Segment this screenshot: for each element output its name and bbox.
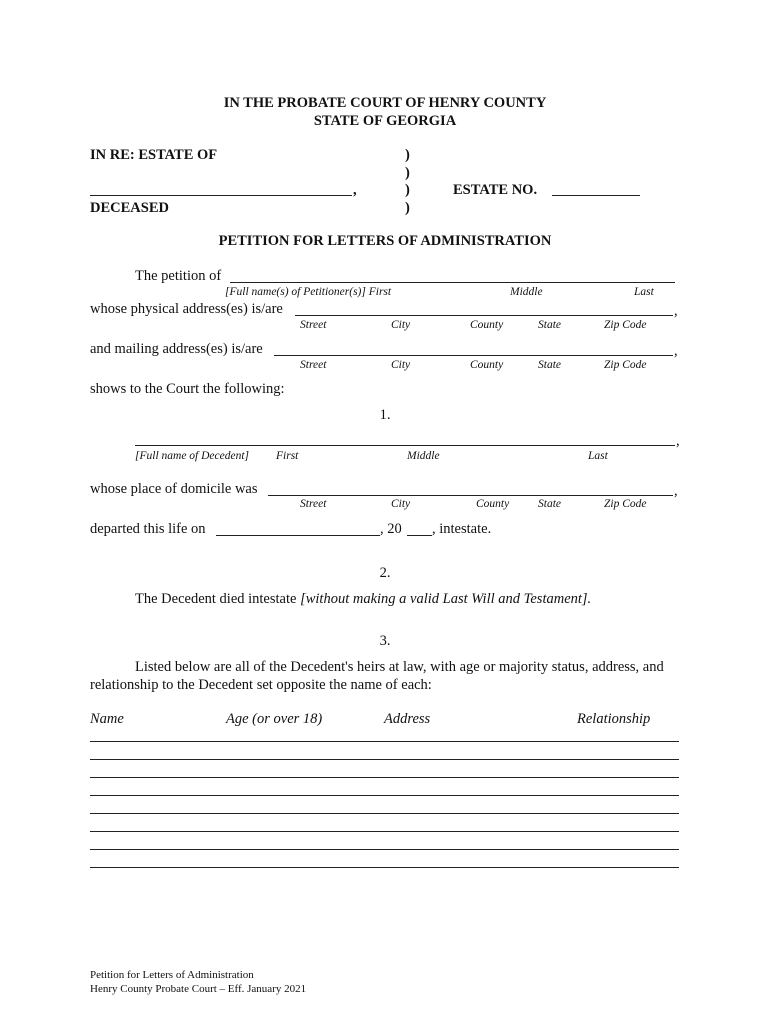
caption-petitioner-first: [Full name(s) of Petitioner(s)] First (225, 286, 392, 298)
caption-state: State (538, 498, 561, 510)
col-address: Address (384, 711, 431, 727)
heir-entry-line[interactable] (90, 795, 679, 796)
heir-entry-line[interactable] (90, 867, 679, 868)
caption-decedent-full-name: [Full name of Decedent] (135, 450, 250, 462)
mailing-address-label: and mailing address(es) is/are (90, 341, 263, 357)
footer-court-effective: Henry County Probate Court – Eff. January 2021 (90, 983, 307, 995)
col-age: Age (or over 18) (226, 711, 323, 727)
mailing-address-field[interactable] (274, 355, 673, 356)
departed-year-prefix: , 20 (380, 521, 402, 537)
decedent-name-comma: , (676, 433, 680, 449)
heir-entry-line[interactable] (90, 813, 679, 814)
domicile-comma: , (674, 483, 678, 499)
section-number-2: 2. (379, 565, 391, 581)
caption-first: First (276, 450, 299, 462)
mailing-address-comma: , (674, 343, 678, 359)
caption-city: City (391, 359, 411, 371)
caption-county: County (470, 319, 504, 331)
physical-address-field[interactable] (295, 315, 673, 316)
caption-zip: Zip Code (604, 319, 647, 331)
footer-form-title: Petition for Letters of Administration (90, 969, 254, 981)
year-of-death-field[interactable] (407, 535, 432, 536)
estate-name-field[interactable] (90, 195, 352, 196)
physical-address-comma: , (674, 303, 678, 319)
caption-street: Street (300, 498, 327, 510)
caption-county: County (476, 498, 510, 510)
caption-middle: Middle (510, 286, 543, 298)
caption-paren: ) (405, 147, 410, 163)
caption-county: County (470, 359, 504, 371)
departed-suffix: , intestate. (432, 521, 492, 537)
in-re-label: IN RE: ESTATE OF (90, 147, 218, 163)
caption-paren: ) (405, 182, 410, 198)
caption-paren: ) (405, 200, 410, 216)
heir-entry-line[interactable] (90, 777, 679, 778)
petitioner-name-field[interactable] (230, 282, 675, 283)
deceased-label: DECEASED (90, 200, 169, 216)
intestate-statement (135, 591, 591, 608)
heirs-intro-line1: Listed below are all of the Decedent's heirs at law, with age or majority status, address, and (135, 659, 664, 675)
domicile-label: whose place of domicile was (90, 481, 258, 497)
date-of-death-field[interactable] (216, 535, 380, 536)
heir-entry-line[interactable] (90, 849, 679, 850)
caption-paren: ) (405, 165, 410, 181)
document-title: PETITION FOR LETTERS OF ADMINISTRATION (218, 233, 552, 249)
state-heading: STATE OF GEORGIA (313, 113, 457, 129)
caption-state: State (538, 359, 561, 371)
caption-city: City (391, 498, 411, 510)
caption-middle: Middle (407, 450, 440, 462)
shows-to-court: shows to the Court the following: (90, 381, 285, 397)
physical-address-label: whose physical address(es) is/are (90, 301, 283, 317)
col-relationship: Relationship (577, 711, 651, 727)
heir-entry-line[interactable] (90, 759, 679, 760)
caption-city: City (391, 319, 411, 331)
caption-last: Last (634, 286, 654, 298)
caption-street: Street (300, 319, 327, 331)
intestate-text: The Decedent died intestate (135, 591, 297, 607)
caption-street: Street (300, 359, 327, 371)
court-heading: IN THE PROBATE COURT OF HENRY COUNTY (223, 95, 547, 111)
caption-state: State (538, 319, 561, 331)
col-name: Name (90, 711, 124, 727)
decedent-name-field[interactable] (135, 445, 675, 446)
estate-name-comma: , (353, 182, 357, 198)
estate-no-field[interactable] (552, 195, 640, 196)
heirs-intro-line2: relationship to the Decedent set opposite the name of each: (90, 677, 432, 693)
domicile-field[interactable] (268, 495, 673, 496)
section-number-3: 3. (379, 633, 391, 649)
heir-entry-line[interactable] (90, 831, 679, 832)
section-number-1: 1. (379, 407, 391, 423)
caption-zip: Zip Code (604, 498, 647, 510)
petition-lead: The petition of (135, 268, 222, 284)
departed-label: departed this life on (90, 521, 206, 537)
intestate-italic: [without making a valid Last Will and Testament]. (300, 591, 592, 607)
caption-last: Last (588, 450, 608, 462)
heir-entry-line[interactable] (90, 741, 679, 742)
caption-zip: Zip Code (604, 359, 647, 371)
estate-no-label: ESTATE NO. (453, 182, 538, 198)
